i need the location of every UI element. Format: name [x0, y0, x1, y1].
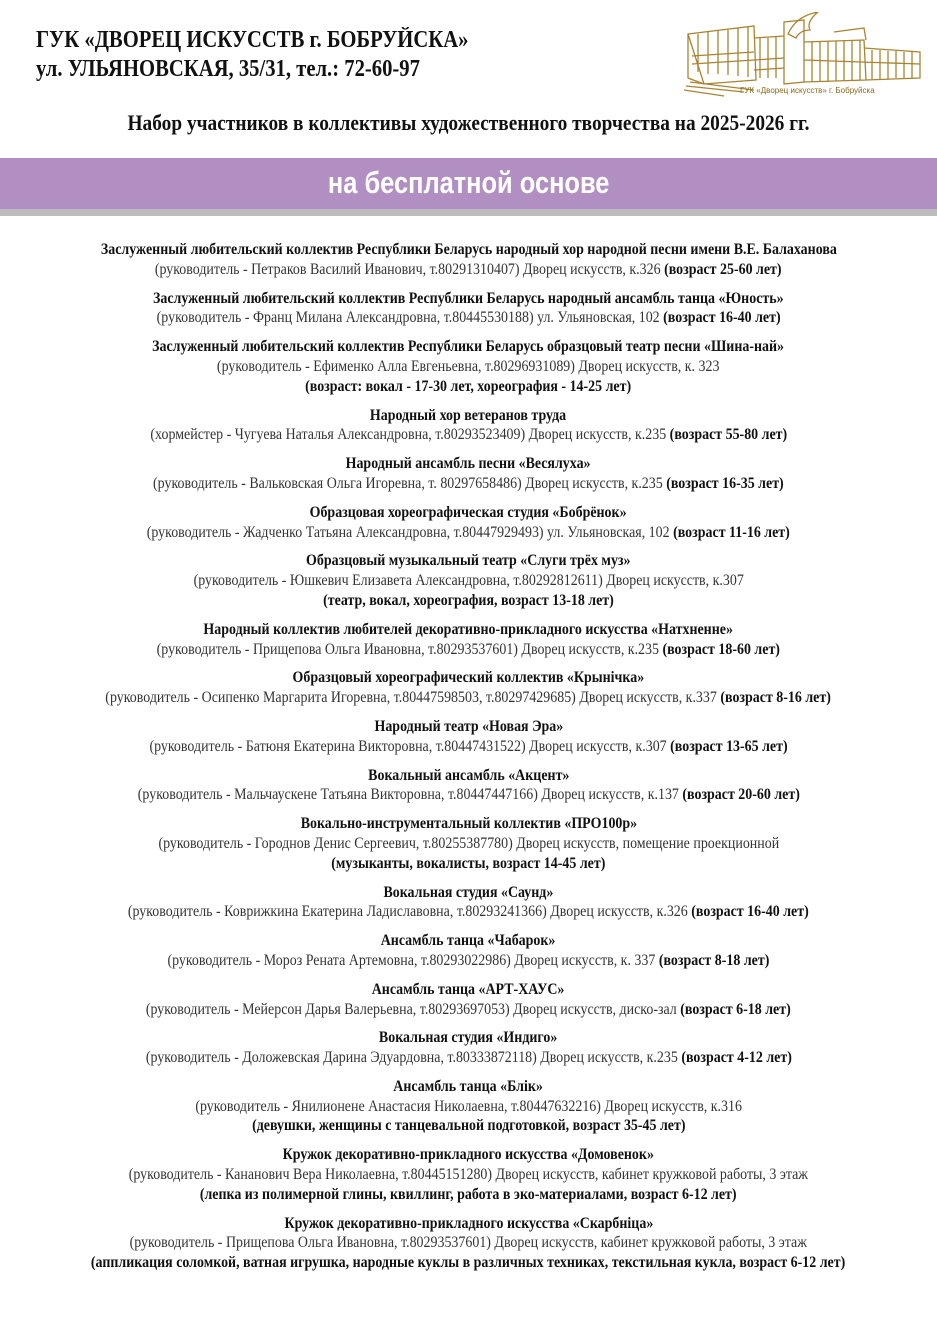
list-item [0, 1028, 937, 1068]
contact-info: (руководитель - Франц Милана Александровна, т.80445530188) ул. Ульяновская, 102 [156, 309, 663, 327]
details-text: (аппликация соломкой, ватная игрушка, народные куклы в различных техниках, текстильная кукла, возраст 6-12 лет) [91, 1254, 846, 1272]
collective-title [0, 337, 937, 357]
collective-title-text: Вокальный ансамбль «Акцент» [367, 766, 570, 784]
organization-header [36, 26, 468, 84]
collective-title [0, 766, 937, 786]
list-item [0, 814, 937, 873]
banner-title [0, 160, 937, 206]
age-range: (возраст 13-65 лет) [670, 737, 788, 755]
collective-title-text: Вокальная студия «Саунд» [383, 883, 554, 901]
collective-title-text: Образцовая хореографическая студия «Бобрёнок» [310, 503, 627, 521]
details-text: (музыканты, вокалисты, возраст 14-45 лет) [331, 854, 606, 872]
collective-info-wrap [168, 951, 770, 971]
collective-info-wrap [158, 834, 779, 854]
collective-info [0, 308, 937, 328]
collective-info-wrap [129, 1165, 808, 1185]
list-item [0, 766, 937, 806]
contact-info: (руководитель - Вальковская Ольга Игоревна, т. 80297658486) Дворец искусств, к.235 [153, 474, 667, 492]
collective-title [0, 454, 937, 474]
age-range: (возраст 6-18 лет) [680, 1000, 791, 1018]
collective-info-wrap [150, 425, 787, 445]
list-item [0, 289, 937, 329]
age-range: (возраст 4-12 лет) [680, 1049, 792, 1067]
details-text: (девушки, женщины с танцевальной подготовкой, возраст 35-45 лет) [251, 1117, 686, 1135]
collective-info [0, 737, 937, 757]
collective-title [0, 717, 937, 737]
list-item [0, 1214, 937, 1273]
collective-info [0, 902, 937, 922]
age-range: (возраст 11-16 лет) [673, 523, 791, 541]
collective-title-text: Ансамбль танца «АРТ-ХАУС» [372, 980, 565, 998]
age-range: (возраст 25-60 лет) [664, 260, 782, 278]
collective-title [0, 931, 937, 951]
collective-details [0, 854, 937, 874]
collective-title [0, 1028, 937, 1048]
collective-title-text: Кружок декоративно-прикладного искусства «Домовенок» [282, 1146, 655, 1164]
banner-shadow [0, 209, 937, 216]
collective-info [0, 260, 937, 280]
contact-info: (руководитель - Юшкевич Елизавета Александровна, т.80292812611) Дворец искусств, к.307 [193, 572, 744, 590]
contact-info: (руководитель - Жадченко Татьяна Александровна, т.80447929493) ул. Ульяновская, 102 [146, 523, 674, 541]
collective-title [0, 406, 937, 426]
collective-title [0, 1077, 937, 1097]
collective-title-text: Образцовый музыкальный театр «Слуги трёх муз» [306, 552, 631, 570]
contact-info: (руководитель - Городнов Денис Сергеевич, т.80255387780) Дворец искусств, помещение проекционной [158, 834, 779, 852]
details-text: (лепка из полимерной глины, квиллинг, работа в эко-материалами, возраст 6-12 лет) [200, 1185, 737, 1203]
contact-info: (руководитель - Коврижкина Екатерина Ладиславовна, т.80293241366) Дворец искусств, к.326 [128, 903, 692, 921]
contact-info: (руководитель - Батюня Екатерина Викторовна, т.80447431522) Дворец искусств, к.307 [149, 737, 671, 755]
collective-details [0, 377, 937, 397]
collective-info [0, 1233, 937, 1253]
collective-info [0, 571, 937, 591]
collective-title [0, 551, 937, 571]
collective-title-text: Образцовый хореографический коллектив «Крынічка» [292, 669, 645, 687]
collective-info [0, 474, 937, 494]
list-item [0, 717, 937, 757]
list-item [0, 980, 937, 1020]
collective-info-wrap [147, 523, 790, 543]
collective-info-wrap [146, 1048, 792, 1068]
list-item [0, 337, 937, 396]
collective-title-text: Вокальная студия «Индиго» [379, 1029, 558, 1047]
collective-info-wrap [130, 1233, 807, 1253]
contact-info: (руководитель - Доложевская Дарина Эдуардовна, т.80333872118) Дворец искусств, к.235 [145, 1049, 681, 1067]
collective-title-text: Кружок декоративно-прикладного искусства «Скарбніца» [284, 1214, 653, 1232]
contact-info: (руководитель - Осипенко Маргарита Игоревна, т.80447598503, т.80297429685) Дворец искусств, к.337 [105, 689, 721, 707]
collective-info-wrap [157, 308, 781, 328]
organization-name: ГУК «ДВОРЕЦ ИСКУССТВ г. БОБРУЙСКА» [36, 27, 469, 53]
collective-title-text: Заслуженный любительский коллектив Республики Беларусь народный ансамбль танца «Юность» [153, 289, 784, 307]
organization-address: ул. УЛЬЯНОВСКАЯ, 35/31, тел.: 72-60-97 [36, 56, 420, 82]
collective-details [0, 591, 937, 611]
age-range: (возраст 16-35 лет) [666, 474, 784, 492]
collective-info [0, 834, 937, 854]
collective-details [0, 1116, 937, 1136]
collective-title [0, 620, 937, 640]
list-item [0, 620, 937, 660]
collective-info-wrap [149, 737, 787, 757]
contact-info: (руководитель - Прищепова Ольга Ивановна, т.80293537601) Дворец искусств, кабинет кружковой работы, 3 этаж [129, 1234, 808, 1252]
collective-title-text: Ансамбль танца «Блік» [393, 1077, 544, 1095]
collective-title-text: Заслуженный любительский коллектив Республики Беларусь образцовый театр песни «Шина-най» [152, 338, 785, 356]
list-item [0, 551, 937, 610]
collective-title [0, 1145, 937, 1165]
banner-text: на бесплатной основе [327, 165, 610, 200]
list-item [0, 406, 937, 446]
logo-caption: ГУК «Дворец искусств» г. Бобруйска [740, 86, 875, 95]
contact-info: (руководитель - Мальчаускене Татьяна Викторовна, т.80447447166) Дворец искусств, к.137 [137, 786, 683, 804]
collective-title-text: Народный ансамбль песни «Весялуха» [346, 455, 591, 473]
collective-info-wrap [153, 474, 784, 494]
page-subtitle [0, 110, 937, 136]
collective-info [0, 688, 937, 708]
collective-info-wrap [155, 260, 782, 280]
collective-info [0, 523, 937, 543]
contact-info: (руководитель - Ефименко Алла Евгеньевна, т.80296931089) Дворец искусств, к. 323 [217, 357, 720, 375]
collective-title-text: Народный коллектив любителей декоративно-прикладного искусства «Натхненне» [203, 620, 734, 638]
collective-info-wrap [146, 1000, 791, 1020]
collective-title [0, 814, 937, 834]
list-item [0, 668, 937, 708]
collective-title-text: Народный хор ветеранов труда [370, 406, 567, 424]
collective-title [0, 289, 937, 309]
collective-info-wrap [128, 902, 809, 922]
collective-info [0, 640, 937, 660]
collective-info [0, 785, 937, 805]
collective-title-text: Народный театр «Новая Эра» [374, 717, 563, 735]
collective-info [0, 357, 937, 377]
list-item [0, 883, 937, 923]
contact-info: (руководитель - Мороз Рената Артемовна, т.80293022986) Дворец искусств, к. 337 [167, 951, 659, 969]
list-item [0, 454, 937, 494]
collective-info [0, 425, 937, 445]
collective-info-wrap [137, 785, 799, 805]
age-range: (возраст 55-80 лет) [669, 426, 787, 444]
list-item [0, 1145, 937, 1204]
age-range: (возраст 16-40 лет) [662, 309, 781, 327]
collectives-list [0, 240, 937, 1282]
collective-title-text: Ансамбль танца «Чабарок» [381, 932, 556, 950]
contact-info: (руководитель - Петраков Василий Иванович, т.80291310407) Дворец искусств, к.326 [155, 260, 665, 278]
collective-info-wrap [106, 688, 832, 708]
contact-info: (руководитель - Мейерсон Дарья Валерьевна, т.80293697053) Дворец искусств, диско-зал [146, 1000, 681, 1018]
age-range: (возраст 8-16 лет) [720, 689, 832, 707]
collective-title [0, 668, 937, 688]
collective-info-wrap [193, 571, 743, 591]
collective-title [0, 1214, 937, 1234]
collective-title-text: Заслуженный любительский коллектив Республики Беларусь народный хор народной песни имени В.Е. Балаханова [100, 241, 837, 258]
subtitle-text: Набор участников в коллективы художественного творчества на 2025-2026 гг. [127, 110, 810, 135]
age-range: (возраст 8-18 лет) [658, 951, 770, 969]
list-item [0, 240, 937, 280]
age-range: (возраст 20-60 лет) [682, 786, 800, 804]
details-text: (театр, вокал, хореография, возраст 13-18 лет) [323, 591, 614, 609]
collective-info-wrap [217, 357, 720, 377]
list-item [0, 503, 937, 543]
collective-info [0, 1048, 937, 1068]
collective-info [0, 1097, 937, 1117]
collective-title [0, 980, 937, 1000]
details-text: (возраст: вокал - 17-30 лет, хореография - 14-25 лет) [305, 377, 632, 395]
collective-title [0, 240, 937, 260]
list-item [0, 1077, 937, 1136]
collective-info-wrap [157, 640, 780, 660]
age-range: (возраст 18-60 лет) [662, 640, 781, 658]
contact-info: (руководитель - Янилионене Анастасия Николаевна, т.80447632216) Дворец искусств, к.316 [195, 1097, 742, 1115]
collective-title [0, 883, 937, 903]
contact-info: (хормейстер - Чугуева Наталья Александровна, т.80293523409) Дворец искусств, к.235 [150, 426, 670, 444]
collective-details [0, 1253, 937, 1273]
collective-title-text: Вокально-инструментальный коллектив «ПРО100р» [300, 815, 637, 833]
collective-info [0, 951, 937, 971]
collective-info [0, 1000, 937, 1020]
collective-info [0, 1165, 937, 1185]
contact-info: (руководитель - Прищепова Ольга Ивановна, т.80293537601) Дворец искусств, к.235 [156, 640, 663, 658]
collective-details [0, 1185, 937, 1205]
age-range: (возраст 16-40 лет) [691, 903, 809, 921]
list-item [0, 931, 937, 971]
contact-info: (руководитель - Кананович Вера Николаевна, т.80445151280) Дворец искусств, кабинет кружковой работы, 3 этаж [128, 1166, 809, 1184]
collective-title [0, 503, 937, 523]
collective-info-wrap [195, 1097, 742, 1117]
